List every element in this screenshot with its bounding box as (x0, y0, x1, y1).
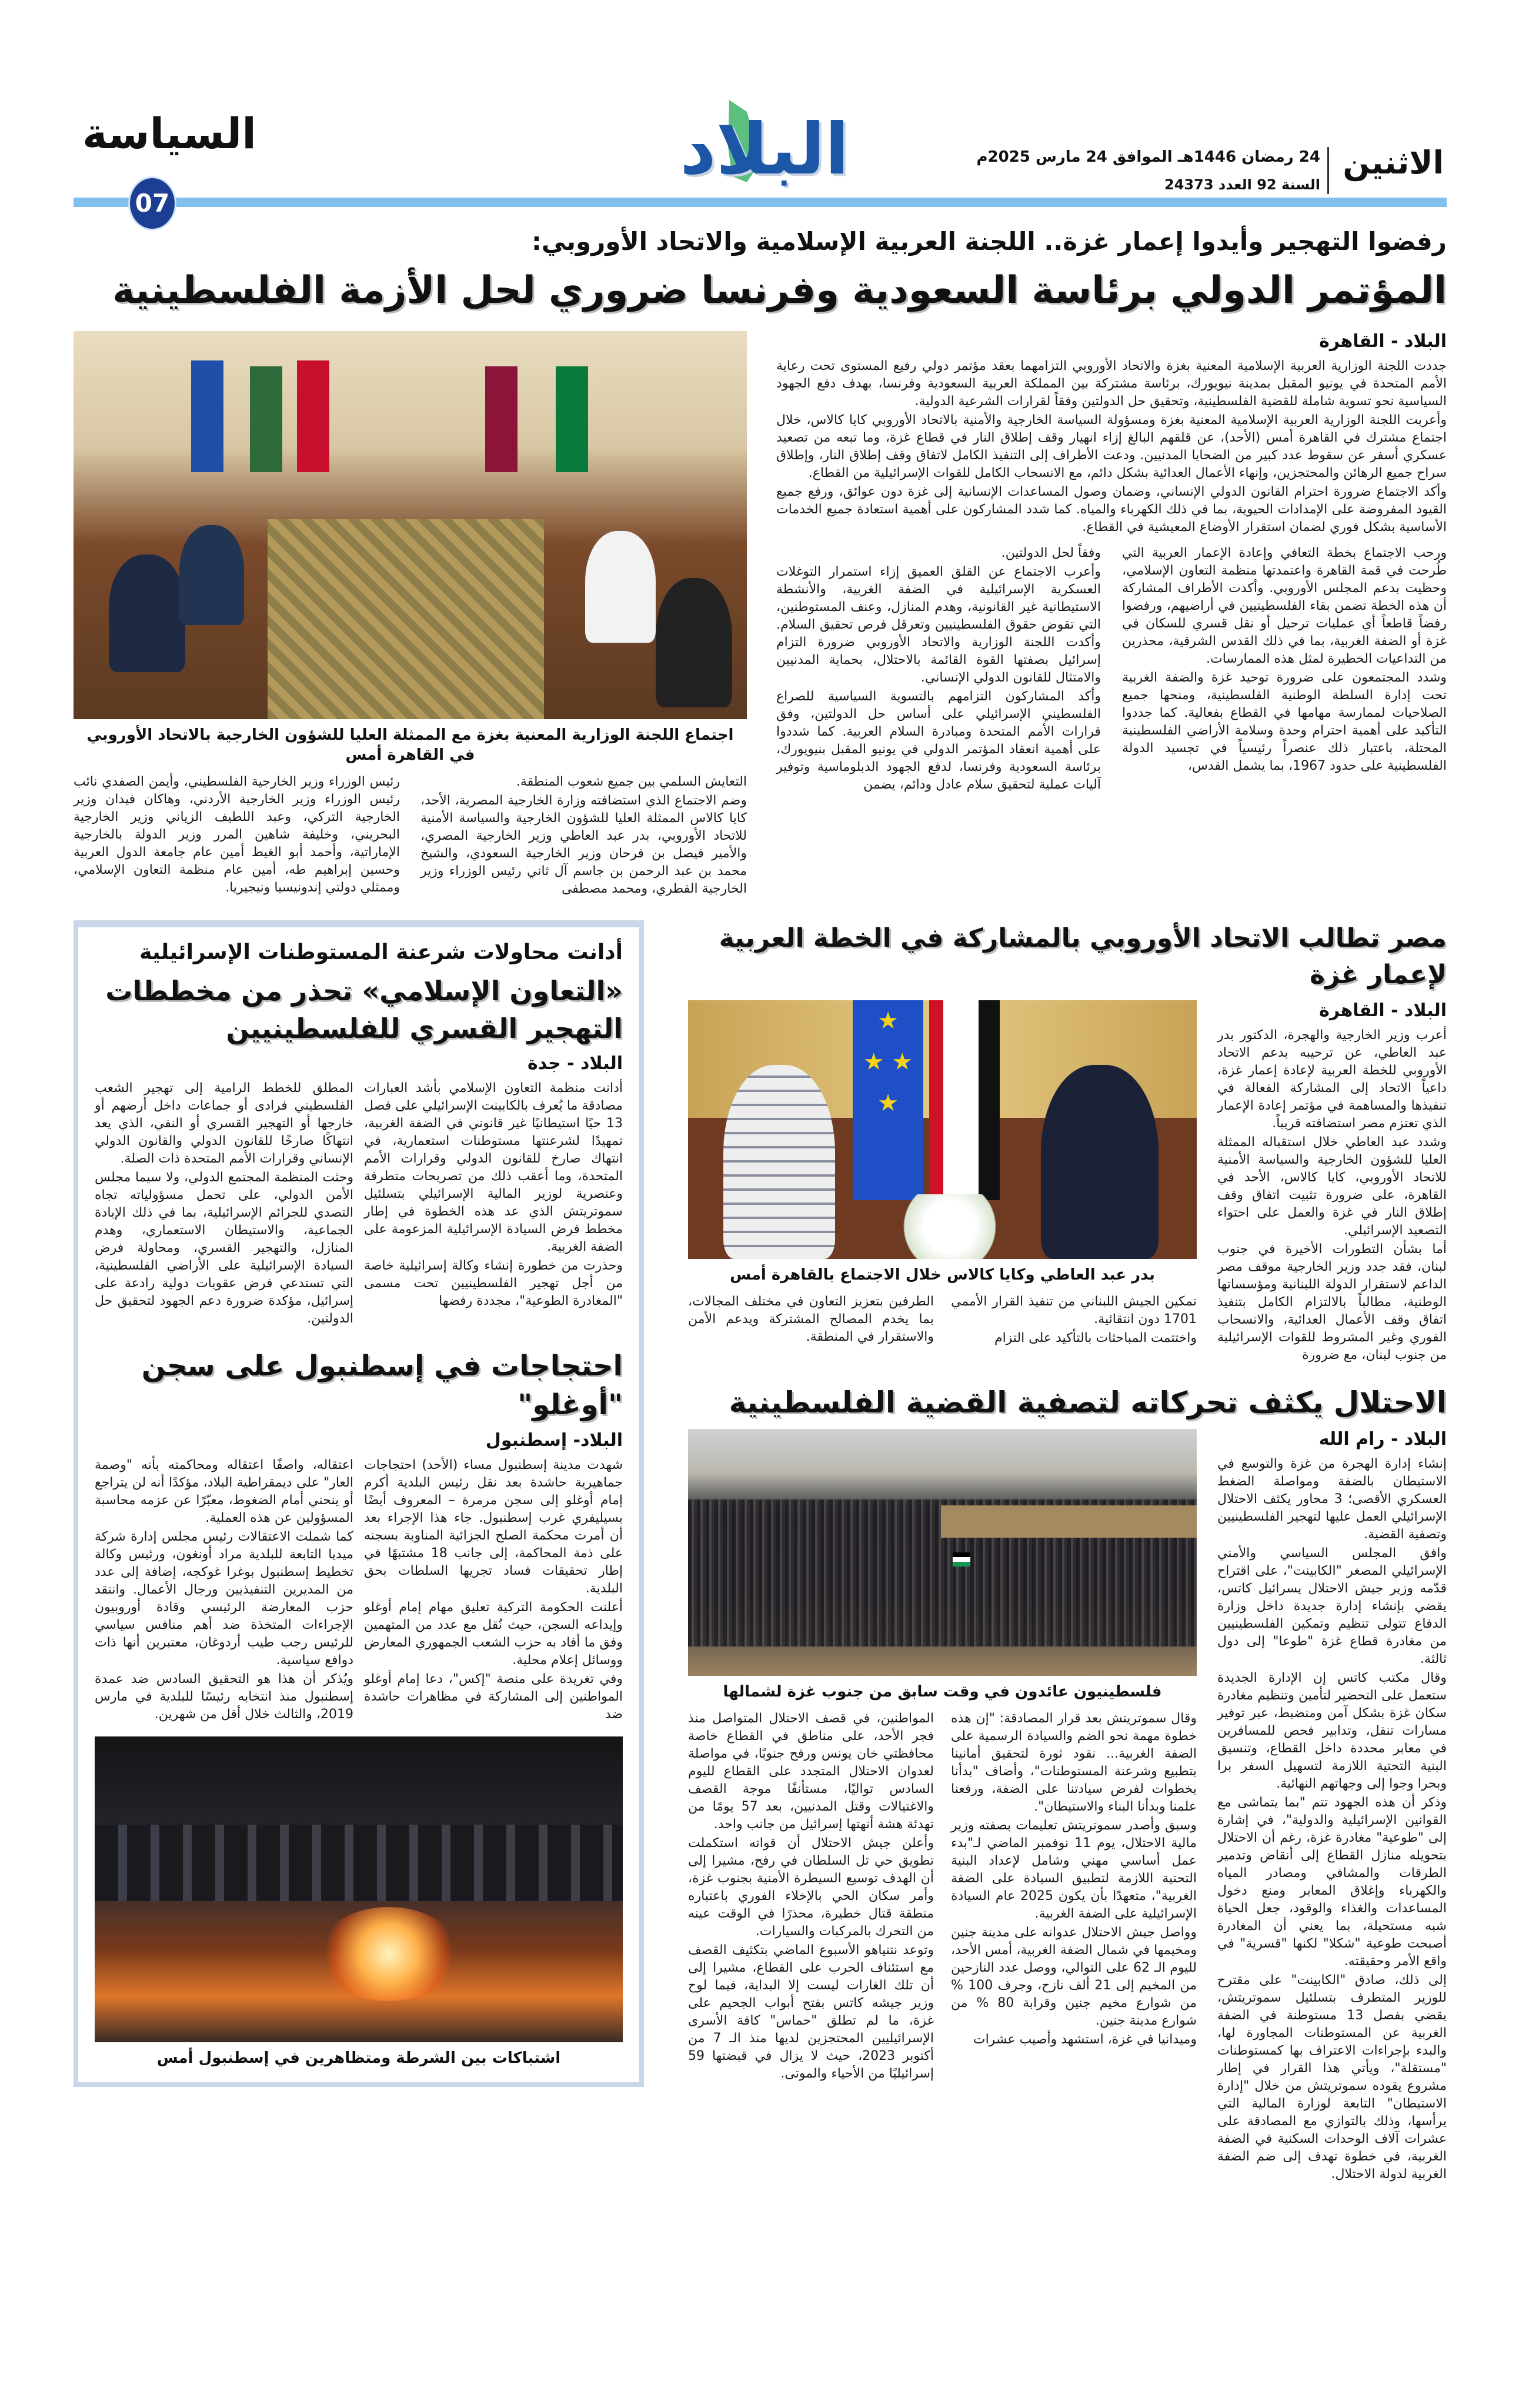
occupation-column-right (1217, 1455, 1447, 2183)
section-title: السياسة (82, 109, 256, 158)
sand-barrier (941, 1505, 1197, 1538)
paragraph: وتوعد نتنياهو الأسبوع الماضي بتكثيف القصف مع استئناف الحرب على القطاع، مشيرا إلى أن تلك الغارات ليست إلا البداية، فيما لوح وزير جيشه كاتس بفتح أبواب الجحيم على غزة، ما لم تطلق "حماس" كافة الأسرى الإسرائيليين المحتجزين لديها منذ الـ 7 من أكتوبر 2023، حيث لا يزال في قبضتها 59 إسرائيليًا من الأحياء والموتى. (688, 1943, 934, 2081)
paragraph: وحذرت من خطورة إنشاء وكالة إسرائيلية خاصة من أجل تهجير الفلسطينيين تحت مسمى "المغادرة الطوعية"، مجددة رفضها (364, 1258, 623, 1308)
paragraph: كما شملت الاعتقالات رئيس مجلس إدارة شركة ميديا التابعة للبلدية مراد أونغون، ورئيس وكالة تخطيط إسطنبول بوغرا غوكجه، إضافة إلى عدد من المديرين التنفيذيين ورجال الأعمال. وانتقد حزب المعارضة الرئيسي وقادة أوروبيون الإجراءات المتخذة ضد أهم منافس سياسي للرئيس رجب طيب أردوغان، معتبرين أنها ذات دوافع سياسية. (95, 1529, 353, 1668)
istanbul-photo-caption: اشتباكات بين الشرطة ومتظاهرين في إسطنبول أمس (156, 2049, 561, 2067)
oic-headline-line1[interactable]: «التعاون الإسلامي» تحذر من مخططات (105, 975, 623, 1007)
occupation-article (688, 1429, 1447, 2185)
delegate (656, 578, 732, 707)
page-number-badge (128, 176, 176, 231)
paragraph: وقال مكتب كاتس إن الإدارة الجديدة ستعمل على التحضير لتأمين وتنظيم مغادرة سكان غزة بشكل آمن ومنضبط، عبر توفير مسارات تنقل، وتدابير فحص للمسافرين في معابر محددة داخل القطاع، وتنسيق البنية التحتية اللازمة لتسهيل السفر برا وبحرا وجوا إلى وجهاتهم النهائية. (1217, 1671, 1447, 1791)
lead-column-2 (776, 545, 1101, 795)
paragraph: وافق المجلس السياسي والأمني الإسرائيلي المصغر "الكابينت"، على اقتراح قدّمه وزير جيش الاحتلال يسرائيل كاتس، يقضي بإنشاء إدارة جديدة داخل وزارة الدفاع تتولى تنظيم وتمكين الفلسطينيين من مغادرة قطاع غزة "طوعا" إلى دول ثالثة. (1217, 1546, 1447, 1666)
paragraph: الطرفين بتعزيز التعاون في مختلف المجالات، بما يخدم المصالح المشتركة ويدعم الأمن والاستقرار في المنطقة. (688, 1294, 934, 1344)
palestinian-flag (953, 1552, 970, 1567)
egypt-column-right (1217, 1027, 1447, 1364)
flare (318, 1907, 459, 2001)
occupation-photo-caption: فلسطينيون عائدون في وقت سابق من جنوب غزة لشمالها (723, 1683, 1162, 1701)
oic-kicker: أدانت محاولات شرعنة المستوطنات الإسرائيلية (139, 940, 623, 964)
badr-abdelatty (1041, 1065, 1159, 1259)
occupation-column-middle (951, 1710, 1197, 2050)
lead-text-area (776, 331, 1447, 795)
lead-article (74, 331, 1447, 899)
occupation-photo-columns (688, 1710, 1197, 2084)
oic-column-left (95, 1080, 353, 1329)
paragraph: وذكر أن هذه الجهود تتم "بما يتماشى مع القوانين الإسرائيلية والدولية"، في إشارة إلى "طوعية" مغادرة غزة، رغم أن الاحتلال بتحويله منازل القطاع إلى أنقاض وتدمير الطرقات والمشافي ومصادر المياه والكهرباء وإغلاق المعابر ومنع دخول المساعدات والغذاء والوقود، جعل الحياة شبه مستحيلة، بما يعني أن المغادرة أصبحت طوعية "شكلا" لكنها "قسرية" في واقع الأمر وحقيقته. (1217, 1795, 1447, 1969)
egypt-byline: البلاد - القاهرة (1319, 1000, 1447, 1021)
paragraph: وأعلن جيش الاحتلال أن قواته استكملت تطويق حي تل السلطان في رفح، مشيرا إلى أن الهدف توسيع السيطرة الأمنية بجنوب غزة، وأمر سكان الحي بالإخلاء الفوري باعتباره منطقة قتال خطيرة، محذرًا في الوقت عينه من التحرك بالمركبات والسيارات. (688, 1836, 934, 1939)
delegate (585, 531, 656, 643)
paragraph: وضم الاجتماع الذي استضافته وزارة الخارجية المصرية، الأحد، كايا كالاس الممثلة العليا للشؤون الخارجية والسياسة الأمنية للاتحاد الأوروبي، بدر عبد العاطي وزير الخارجية المصري، والأمير فيصل بن فرحان وزير الخارجية السعودي، والشيخ محمد بن عبد الرحمن بن جاسم آل ثاني رئيس الوزراء وزير الخارجية القطري، ومحمد مصطفى (420, 793, 747, 896)
lead-column-3 (420, 773, 747, 899)
right-stack (688, 920, 1447, 2185)
paragraph: المواطنين، في قصف الاحتلال المتواصل منذ فجر الأحد، على مناطق في القطاع خاصة محافظتي خان يونس ورفح جنوبًا، في مواصلة لعدوان الاحتلال المتجدد على القطاع لليوم السادس تواليًا، مستأنفًا موجة القصف والاغتيالات وقتل المدنيين، بعد 57 يومًا من تهدئة هشة أنهتها إسرائيل من جانب واحد. (688, 1711, 934, 1832)
newspaper-page (74, 0, 1447, 2185)
egypt-headline[interactable]: مصر تطالب الاتحاد الأوروبي بالمشاركة في الخطة العربية لإعمار غزة (719, 923, 1447, 990)
paragraph: أعرب وزير الخارجية والهجرة، الدكتور بدر عبد العاطي، عن ترحيبه بدعم الاتحاد الأوروبي للخطة العربية لإعادة إعمار غزة، داعياً الاتحاد إلى المشاركة الفعالة في تنفيذها والمساهمة في مؤتمر إعادة الإعمار الذي تعتزم مصر استضافته قريباً. (1217, 1028, 1447, 1131)
lead-intro (776, 358, 1447, 536)
lower-region (74, 920, 1447, 2185)
egypt-photo-columns (688, 1293, 1197, 1348)
paragraph: أعلنت الحكومة التركية تعليق مهام إمام أوغلو وإيداعه السجن، حيث نُقل مع عدد من المتهمين وفق ما أفاد به حزب الشعب الجمهوري المعارض ووسائل إعلام محلية. (364, 1600, 623, 1668)
egypt-flag (929, 1000, 1000, 1200)
istanbul-columns (95, 1457, 623, 1725)
egypt-media-area (688, 1000, 1197, 1348)
paragraph: إنشاء إدارة الهجرة من غزة والتوسع في الاستيطان بالضفة ومواصلة الضغط العسكري الأقصى؛ 3 محاور يكثف الاحتلال الإسرائيلي العمل عليها لتهجير الفلسطينيين وتصفية القضية. (1217, 1457, 1447, 1542)
occupation-photo[interactable] (688, 1429, 1197, 1676)
eu-flag: ★ ★ ★ ★ (853, 1000, 923, 1200)
delegate (109, 555, 185, 672)
conference-table (268, 519, 544, 719)
paragraph: إلى ذلك، صادق "الكابينت" على مقترح للوزير المتطرف بتسلئيل سموتريتش، يقضي بفصل 13 مستوطنة في الضفة الغربية عن المستوطنات المجاورة لها، والبدء بإجراءات الاعتراف بها كمستوطنات "مستقلة"، ويأتي هذا القرار في إطار مشروع يقوده سموتريتش من خلال "إدارة الاستيطان" التابعة لوزارة المالية التي يرأسها، وذلك بالتوازي مع المصادقة على عشرات آلاف الوحدات السكنية في الضفة الغربية، في خطوة تهدف إلى ضم الضفة الغربية لدولة الاحتلال. (1217, 1973, 1447, 2182)
issue-day: الاثنين (1343, 144, 1444, 181)
occupation-text-area (1217, 1429, 1447, 2185)
paragraph: وحثت المنظمة المجتمع الدولي، ولا سيما مجلس الأمن الدولي، على تحمل مسؤولياته تجاه التصدي للجرائم الإسرائيلية، بما في ذلك الإبادة الجماعية، والاستيطان الاستعماري، وهدم المنازل، والتهجير القسري، ومحاولة فرض السيادة الإسرائيلية على الأراضي الفلسطينية، التي تستدعي فرض عقوبات دولية رادعة على إسرائيل، مؤكدة ضرورة دعم الجهود لتحقيق حل الدولتين. (95, 1170, 353, 1326)
paragraph: اعتقاله، واصفًا اعتقاله ومحاكمته بأنه "وصمة العار" على ديمقراطية البلاد، مؤكدًا أنه لن يتراجع أو ينحني أمام الضغوط، معبّرًا عن عزمه محاسبة المسؤولين عن هذه العملية. (95, 1458, 353, 1525)
masthead (74, 0, 1447, 221)
egypt-column-middle (951, 1293, 1197, 1348)
occupation-headline[interactable]: الاحتلال يكثف تحركاته لتصفية القضية الفلسطينية (729, 1385, 1447, 1420)
paragraph: وأعربت اللجنة الوزارية العربية الإسلامية المعنية بغزة ومسؤولة السياسة الخارجية والأمنية بالاتحاد الأوروبي كايا كالاس، خلال اجتماع مشترك في القاهرة أمس (الأحد)، عن قلقهم البالغ إزاء انهيار وقف إطلاق النار في قطاع غزة، وما تبعه من تصعيد عسكري أسفر عن سقوط عدد كبير من الضحايا المدنيين. ودعت الأطراف إلى التنفيذ الكامل لاتفاق وقف إطلاق النار، وإطلاق سراح جميع الرهائن والمحتجزين، وإنهاء الأعمال العدائية بشكل دائم، مع الانسحاب الكامل للقوات الإسرائيلية من القطاع. (776, 413, 1447, 480)
paragraph: شهدت مدينة إسطنبول مساء (الأحد) احتجاجات جماهيرية حاشدة بعد نقل رئيس البلدية أكرم إمام أوغلو إلى سجن مرمرة – المعروف أيضًا بسيليفري غرب إسطنبول. جاء هذا الإجراء بعد أن أمرت محكمة الصلح الجزائية المناوبة بسجنه على ذمة المحاكمة، إلى جانب 18 مشتبهًا في إطار تحقيقات فساد تجريها السلطات بحق البلدية. (364, 1458, 623, 1596)
lead-column-4 (74, 773, 400, 898)
lead-column-1 (1122, 545, 1447, 776)
oic-headline-line2[interactable]: التهجير القسري للفلسطينيين (226, 1013, 623, 1044)
istanbul-column-left (95, 1457, 353, 1725)
kaja-kallas (723, 1065, 835, 1259)
paragraph: وميدانيا في غزة، استشهد وأصيب عشرات (973, 2032, 1197, 2047)
flowers (894, 1194, 1006, 1259)
flag (250, 366, 282, 472)
page-number: 07 (135, 189, 170, 218)
paragraph: وسبق وأصدر سموتريتش تعليمات بصفته وزير مالية الاحتلال، يوم 11 نوفمبر الماضي لـ"بدء عمل أساسي مهني وشامل لإعداد البنية التحتية اللازمة لتطبيق السيادة على الضفة الغربية"، متعهدًا بأن يكون 2025 عام السيادة الإسرائيلية على الضفة الغربية. (951, 1818, 1197, 1921)
oic-byline: البلاد - جدة (528, 1053, 623, 1074)
paragraph: وأعرب الاجتماع عن القلق العميق إزاء استمرار التوغلات العسكرية الإسرائيلية في الضفة الغربية، والأنشطة الاستيطانية غير القانونية، وهدم المنازل، وعنف المستوطنين، التي تقوض حقوق الفلسطينيين وتعرقل فرص تحقيق السلام. وأكدت اللجنة الوزارية والاتحاد الأوروبي ضرورة التزام إسرائيل بصفتها القوة القائمة بالاحتلال، بحماية المدنيين والامتثال للقانون الدولي الإنساني. (776, 565, 1101, 685)
paragraph: ورحب الاجتماع بخطة التعافي وإعادة الإعمار العربية التي طُرحت في قمة القاهرة واعتمدتها منظمة التعاون الإسلامي، وحظيت بدعم المجلس الأوروبي. وأكدت الأطراف المشاركة أن هذه الخطة تضمن بقاء الفلسطينيين في أراضيهم، ورفضوا رفضاً قاطعاً أي عمليات ترحيل أو نقل قسري للسكان في غزة أو الضفة الغربية، بما في ذلك القدس الشرقية، محذرين من التداعيات الخطيرة لمثل هذه الممارسات. (1122, 546, 1447, 666)
paragraph: المطلق للخطط الرامية إلى تهجير الشعب الفلسطيني فرادى أو جماعات داخل أرضهم أو خارجها أو التهجير القسري أو النفي، الذي يعد انتهاكًا صارخًا للقانون الدولي والقانون الدولي الإنساني وقرارات الأمم المتحدة ذات الصلة. (95, 1081, 353, 1166)
istanbul-column-right (364, 1457, 623, 1725)
left-sidebar-box (74, 920, 644, 2087)
divider (1327, 147, 1329, 194)
lead-photo-caption: اجتماع اللجنة الوزارية المعنية بغزة مع الممثلة العليا للشؤون الخارجية بالاتحاد الأوروبي في القاهرة أمس (86, 726, 734, 764)
paragraph: وقال سموتريتش بعد قرار المصادقة: "إن هذه خطوة مهمة نحو الضم والسيادة الرسمية على الضفة الغربية... نقود ثورة لتحقيق أمانينا بتطبيع وشرعنة المستوطنات"، وأضاف "بدأنا بخطوات لفرض سيادتنا على الضفة، ورفعنا علمنا وبدأنا البناء والاستيطان". (951, 1711, 1197, 1814)
paragraph: وفي تغريدة على منصة "إكس"، دعا إمام أوغلو المواطنين إلى المشاركة في مظاهرات حاشدة ضد (364, 1672, 623, 1722)
occupation-column-left (688, 1710, 934, 2084)
paragraph: رئيس الوزراء وزير الخارجية الفلسطيني، وأيمن الصفدي نائب رئيس الوزراء وزير الخارجية الأردني، وهاكان فيدان وزير الخارجية التركي، وعبد اللطيف الزياني وزير الخارجية البحريني، وخليفة شاهين المرر وزير الدولة بالخارجية الإماراتية، وأحمد أبو الغيط أمين عام جامعة الدول العربية وحسين إبراهيم طه، أمين عام منظمة التعاون الإسلامي، وممثلي دولتي إندونيسيا ونيجيريا. (74, 774, 400, 895)
lead-lower-columns (776, 545, 1447, 795)
lead-media-area (74, 331, 747, 899)
lead-photo[interactable] (74, 331, 747, 719)
delegate (179, 525, 244, 625)
egypt-text-area (1217, 1000, 1447, 1365)
paragraph: وواصل جيش الاحتلال عدوانه على مدينة جنين ومخيمها في شمال الضفة الغربية، أمس الأحد، لليوم الـ 62 على التوالي، ووصل عدد النازحين من المخيم إلى 21 ألف نازح، وجرف 100 % من شوارع مخيم جنين وقرابة 80 % من شوارع مدينة جنين. (951, 1925, 1197, 2028)
istanbul-headline[interactable]: احتجاجات في إسطنبول على سجن "أوغلو" (141, 1350, 623, 1421)
paragraph: وأكد المشاركون التزامهم بالتسوية السياسية للصراع الفلسطيني الإسرائيلي على أساس حل الدولتين، وفق قرارات الأمم المتحدة ومبادرة السلام العربية. كما شددوا على أهمية انعقاد المؤتمر الدولي في يونيو المقبل بنيويورك، برئاسة السعودية وفرنسا، لدفع الجهود الدبلوماسية وتوفير آليات عملية لتحقيق سلام عادل ودائم، يضمن (776, 689, 1101, 792)
lead-kicker: رفضوا التهجير وأيدوا إعمار غزة.. اللجنة العربية الإسلامية والاتحاد الأوروبي: (531, 227, 1447, 256)
issue-number: السنة 92 العدد 24373 (1164, 176, 1320, 193)
paragraph: واختتمت المباحثات بالتأكيد على التزام (994, 1331, 1197, 1345)
occupation-byline: البلاد - رام الله (1318, 1429, 1447, 1450)
paragraph: التعايش السلمي بين جميع شعوب المنطقة. (516, 774, 747, 789)
istanbul-byline: البلاد- إسطنبول (485, 1430, 623, 1451)
paragraph: وأكد الاجتماع ضرورة احترام القانون الدولي الإنساني، وضمان وصول المساعدات الإنسانية إلى غزة دون عوائق، ورفع جميع القيود المفروضة على الإمدادات الحيوية، بما في ذلك الكهرباء والمياه. كما شدد المشاركون على أهمية استعادة جميع الخدمات الأساسية بشكل فوري لضمان استقرار الأوضاع المعيشية في القطاع. (776, 485, 1447, 535)
paragraph: وشدد عبد العاطي خلال استقباله الممثلة العليا للشؤون الخارجية والسياسة الأمنية للاتحاد الأوروبي، كايا كالاس، الأحد في القاهرة، على ضرورة تثبيت اتفاق وقف إطلاق النار في غزة والعمل على احتواء التصعيد الإسرائيلي. (1217, 1135, 1447, 1238)
lead-photo-columns (74, 773, 747, 899)
flag (485, 366, 518, 472)
header-rule (74, 198, 1447, 207)
paragraph: ويُذكر أن هذا هو التحقيق السادس ضد عمدة إسطنبول منذ انتخابه رئيسًا للبلدية في مارس 2019، والثالث خلال أقل من شهرين. (95, 1672, 353, 1722)
newspaper-logo[interactable] (659, 94, 870, 212)
occupation-media-area (688, 1429, 1197, 2084)
flag (556, 366, 588, 472)
egypt-photo-caption: بدر عبد العاطي وكايا كالاس خلال الاجتماع بالقاهرة أمس (730, 1266, 1155, 1284)
paragraph: جددت اللجنة الوزارية العربية الإسلامية المعنية بغزة والاتحاد الأوروبي التزامهما بعقد مؤتمر دولي رفيع المستوى تحت رعاية الأمم المتحدة في يونيو المقبل بمدينة نيويورك، برئاسة مشتركة بين المملكة العربية السعودية وفرنسا، بهدف دفع الجهود السياسية نحو تسوية شاملة للقضية الفلسطينية، وتحقيق حل الدولتين وفقاً لقرارات الشرعية الدولية. (776, 359, 1447, 409)
istanbul-photo[interactable] (95, 1736, 623, 2042)
egypt-column-left (688, 1293, 934, 1347)
logo-wordmark: البلاد (680, 109, 849, 191)
egypt-photo[interactable] (688, 1000, 1197, 1259)
paragraph: وفقاً لحل الدولتين. (1001, 546, 1101, 560)
flag (191, 360, 223, 472)
egypt-article (688, 1000, 1447, 1365)
paragraph: وشدد المجتمعون على ضرورة توحيد غزة والضفة الغربية تحت إدارة السلطة الوطنية الفلسطينية، ومنحها جميع الصلاحيات لممارسة مهامها في القطاع بفعالية. كما جددوا التأكيد على أهمية احترام وحدة وسلامة الأراضي الفلسطينية المحتلة، باعتبار ذلك عنصراً رئيسياً في تجسيد الدولة الفلسطينية على حدود 1967، بما يشمل القدس، (1122, 670, 1447, 773)
issue-date: 24 رمضان 1446هـ الموافق 24 مارس 2025م (976, 148, 1320, 166)
riot-police-line (95, 1825, 623, 1901)
paragraph: تمكين الجيش اللبناني من تنفيذ القرار الأممي 1701 دون انتقائية. (951, 1294, 1197, 1327)
paragraph: أما بشأن التطورات الأخيرة في جنوب لبنان، فقد جدد وزير الخارجية موقف مصر الداعم لاستقرار الدولة اللبنانية ومؤسساتها الوطنية، مطالباً بالالتزام الكامل بتنفيذ اتفاق وقف الأعمال العدائية، والانسحاب الفوري وغير المشروط للقوات الإسرائيلية من جنوب لبنان، مع ضرورة (1217, 1242, 1447, 1362)
oic-column-right (364, 1080, 623, 1311)
oic-columns (95, 1080, 623, 1329)
lead-headline[interactable]: المؤتمر الدولي برئاسة السعودية وفرنسا ضروري لحل الأزمة الفلسطينية (112, 269, 1447, 312)
flag (297, 360, 329, 472)
lead-byline: البلاد - القاهرة (1319, 331, 1447, 352)
paragraph: أدانت منظمة التعاون الإسلامي بأشد العبارات مصادقة ما يُعرف بالكابينت الإسرائيلي على فصل 13 حيًا استيطانيًا غير قانوني في الضفة الغربية، تمهيدًا لشرعنتها مستوطنات استعمارية، في انتهاك صارخ للقانون الدولي وقرارات الأمم المتحدة، وما أعقب ذلك من تصريحات متطرفة وعنصرية لوزير المالية الإسرائيلي بتسلئيل سموتريتش الذي عد هذه الخطوة في إطار مخطط فرض السيادة الإسرائيلية المزعومة على الضفة الغربية. (364, 1081, 623, 1254)
